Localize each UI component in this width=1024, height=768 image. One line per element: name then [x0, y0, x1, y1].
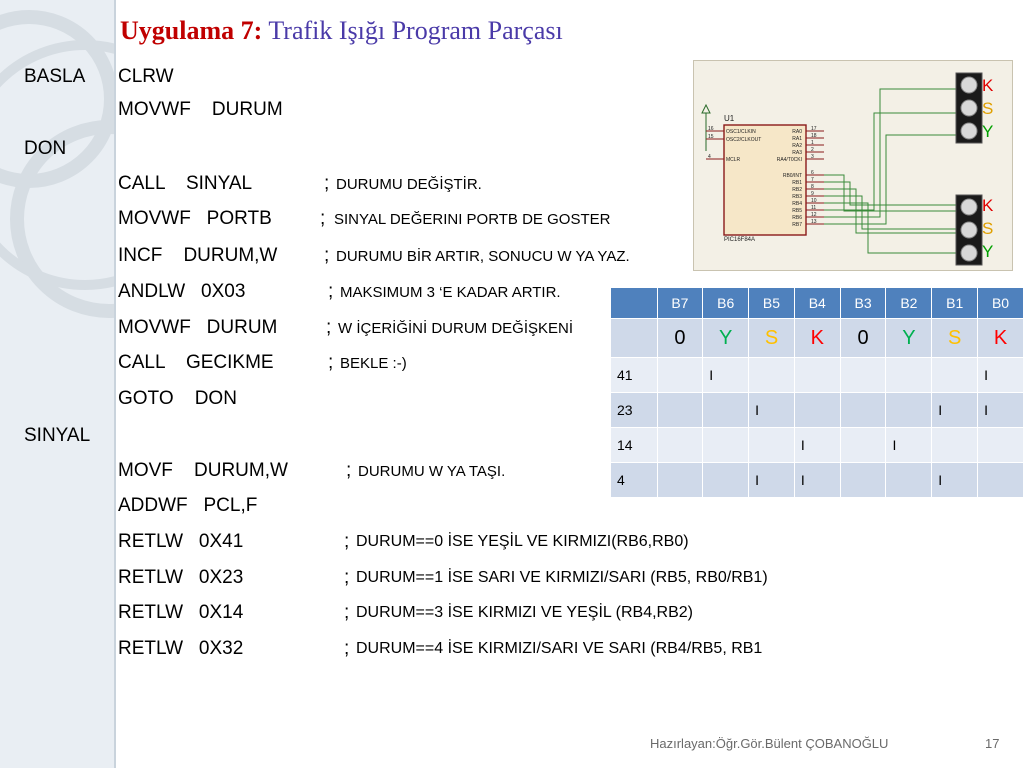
- code-instruction: MOVF DURUM,W: [118, 460, 288, 481]
- table-cell: [749, 358, 795, 393]
- code-comment: DURUMU W YA TAŞI.: [358, 463, 506, 480]
- table-cell: [703, 428, 749, 463]
- code-line: [118, 495, 257, 517]
- pin-number: 2: [811, 147, 814, 153]
- chip-name: PIC16F84A: [724, 237, 756, 243]
- code-comment: DURUM==0 İSE YEŞİL VE KIRMIZI(RB6,RB0): [356, 533, 689, 550]
- pin-name: RA4/T0CKI: [776, 157, 802, 163]
- code-comment: DURUMU DEĞİŞTİR.: [336, 176, 482, 193]
- table-cell: I: [886, 428, 932, 463]
- table-header-row: [611, 288, 1024, 319]
- table-row: [611, 463, 1024, 498]
- table-header-cell: B4: [794, 288, 840, 319]
- table-header-cell: B3: [840, 288, 886, 319]
- pin-number: 16: [708, 126, 714, 132]
- traffic-light-lamp: [961, 222, 977, 238]
- code-line: [118, 602, 693, 624]
- title-prefix: Uygulama 7:: [120, 16, 263, 45]
- code-comment: W İÇERİĞİNİ DURUM DEĞİŞKENİ: [338, 320, 574, 337]
- code-semicolon: ;: [344, 638, 350, 659]
- light-letter: Y: [982, 122, 994, 141]
- table-header-cell: B0: [978, 288, 1024, 319]
- table-cell: [794, 393, 840, 428]
- chip-ref: U1: [724, 114, 735, 123]
- code-instruction: ADDWF PCL,F: [118, 495, 258, 516]
- table-cell: 0: [840, 319, 886, 358]
- code-line: [118, 567, 768, 589]
- code-comment: DURUM==4 İSE KIRMIZI/SARI VE SARI (RB4/RB5, RB1: [356, 640, 763, 657]
- table-cell: K: [978, 319, 1024, 358]
- table-cell: 23: [611, 393, 658, 428]
- code-instruction: RETLW 0X23: [118, 567, 244, 588]
- table-cell: [840, 358, 886, 393]
- table-header-cell: [611, 288, 658, 319]
- code-semicolon: ;: [346, 460, 352, 481]
- pin-number: 15: [708, 134, 714, 140]
- light-letter: K: [982, 196, 994, 215]
- code-line: [118, 281, 561, 303]
- code-line: [118, 245, 630, 267]
- table-cell: S: [749, 319, 795, 358]
- traffic-light-lamp: [961, 77, 977, 93]
- title-text: Trafik Işığı Program Parçası: [268, 16, 563, 45]
- label-sinyal: SINYAL: [24, 425, 91, 446]
- pin-name: RB7: [792, 222, 802, 228]
- code-instruction: CALL SINYAL: [118, 173, 253, 194]
- table-cell: [886, 358, 932, 393]
- pin-number: 17: [811, 126, 817, 132]
- code-instruction: GOTO DON: [118, 388, 237, 409]
- code-line: [118, 388, 237, 410]
- code-semicolon: ;: [324, 173, 330, 194]
- code-comment: DURUM==1 İSE SARI VE KIRMIZI/SARI (RB5, RB0/RB1): [356, 569, 768, 586]
- table-cell: [749, 428, 795, 463]
- pin-name: RB6: [792, 215, 802, 221]
- page-title: [120, 16, 563, 46]
- table-cell: [657, 463, 703, 498]
- pin-name: RA3: [792, 150, 802, 156]
- table-row: [611, 428, 1024, 463]
- circuit-diagram: [693, 60, 1013, 271]
- circuit-wire: [824, 175, 956, 211]
- code-comment: DURUM==3 İSE KIRMIZI VE YEŞİL (RB4,RB2): [356, 604, 693, 621]
- code-line: [118, 460, 506, 482]
- table-cell: [611, 319, 658, 358]
- pin-name: OSC1/CLKIN: [726, 129, 756, 135]
- table-cell: K: [794, 319, 840, 358]
- code-semicolon: ;: [328, 281, 334, 302]
- code-instruction: RETLW 0X41: [118, 531, 244, 552]
- table-header-cell: B6: [703, 288, 749, 319]
- label-don: DON: [24, 138, 67, 159]
- table-header-cell: B2: [886, 288, 932, 319]
- light-letter: S: [982, 219, 994, 238]
- table-header-cell: B7: [657, 288, 703, 319]
- code-semicolon: ;: [324, 245, 330, 266]
- page-number: 17: [985, 736, 1000, 751]
- table-cell: I: [749, 393, 795, 428]
- pin-number: 4: [708, 154, 711, 160]
- pin-number: 7: [811, 177, 814, 183]
- code-instruction: MOVWF DURUM: [118, 317, 278, 338]
- pin-name: RA1: [792, 136, 802, 142]
- code-comment: MAKSIMUM 3 ‘E KADAR ARTIR.: [340, 284, 561, 301]
- circuit-svg: [694, 61, 1012, 270]
- table-cell: [978, 463, 1024, 498]
- table-cell: I: [749, 463, 795, 498]
- table-cell: [703, 463, 749, 498]
- code-comment: DURUMU BİR ARTIR, SONUCU W YA YAZ.: [336, 248, 630, 265]
- table-cell: [657, 358, 703, 393]
- table-cell: [840, 463, 886, 498]
- table-row: [611, 358, 1024, 393]
- code-semicolon: ;: [320, 208, 326, 229]
- table-header-cell: B5: [749, 288, 795, 319]
- table-cell: 0: [657, 319, 703, 358]
- table-cell: [840, 428, 886, 463]
- pin-name: MCLR: [726, 157, 741, 163]
- table-row: [611, 319, 1024, 358]
- code-line: [118, 66, 174, 88]
- code-line: [118, 531, 689, 553]
- table-cell: Y: [703, 319, 749, 358]
- table-cell: I: [703, 358, 749, 393]
- table-cell: 4: [611, 463, 658, 498]
- table-cell: I: [978, 393, 1024, 428]
- traffic-light-lamp: [961, 123, 977, 139]
- pin-number: 12: [811, 212, 817, 218]
- table-cell: I: [794, 428, 840, 463]
- table-cell: [978, 428, 1024, 463]
- pin-name: RB5: [792, 208, 802, 214]
- pin-name: RA0: [792, 129, 802, 135]
- light-letter: S: [982, 99, 994, 118]
- code-instruction: MOVWF PORTB: [118, 208, 272, 229]
- pin-number: 18: [811, 133, 817, 139]
- pin-number: 11: [811, 205, 817, 211]
- code-semicolon: ;: [344, 567, 350, 588]
- table-header-cell: B1: [932, 288, 978, 319]
- pin-name: OSC2/CLKOUT: [726, 137, 762, 143]
- pin-name: RB3: [792, 194, 802, 200]
- table-cell: I: [932, 463, 978, 498]
- table-row: [611, 393, 1024, 428]
- pin-name: RB2: [792, 187, 802, 193]
- pin-name: RA2: [792, 143, 802, 149]
- table-cell: [657, 428, 703, 463]
- table-cell: [886, 463, 932, 498]
- table-cell: 14: [611, 428, 658, 463]
- code-instruction: RETLW 0X32: [118, 638, 244, 659]
- code-line: [118, 352, 407, 374]
- code-line: [118, 173, 482, 195]
- code-semicolon: ;: [326, 317, 332, 338]
- table-cell: Y: [886, 319, 932, 358]
- table-cell: [932, 358, 978, 393]
- traffic-light-lamp: [961, 100, 977, 116]
- sidebar-decoration: [0, 0, 116, 768]
- code-semicolon: ;: [328, 352, 334, 373]
- pin-number: 13: [811, 219, 817, 225]
- traffic-light-lamp: [961, 245, 977, 261]
- label-basla: BASLA: [24, 66, 86, 87]
- pin-number: 8: [811, 184, 814, 190]
- pin-name: RB4: [792, 201, 802, 207]
- table-cell: 41: [611, 358, 658, 393]
- table-cell: I: [932, 393, 978, 428]
- code-line: [118, 208, 611, 230]
- code-instruction: RETLW 0X14: [118, 602, 244, 623]
- table-cell: [794, 358, 840, 393]
- code-instruction: ANDLW 0X03: [118, 281, 246, 302]
- pin-number: 3: [811, 154, 814, 160]
- pin-name: RB0/INT: [782, 173, 802, 179]
- light-letter: K: [982, 76, 994, 95]
- footer-author: Hazırlayan:Öğr.Gör.Bülent ÇOBANOĞLU: [650, 736, 889, 751]
- pin-number: 10: [811, 198, 817, 204]
- port-table: [610, 287, 1024, 498]
- table-cell: [886, 393, 932, 428]
- code-instruction: MOVWF DURUM: [118, 99, 283, 120]
- table-cell: [703, 393, 749, 428]
- light-letter: Y: [982, 242, 994, 261]
- code-line: [118, 638, 763, 660]
- table-cell: [657, 393, 703, 428]
- table-cell: [932, 428, 978, 463]
- pin-number: 1: [811, 140, 814, 146]
- pin-number: 9: [811, 191, 814, 197]
- table-cell: I: [978, 358, 1024, 393]
- code-instruction: CALL GECIKME: [118, 352, 274, 373]
- code-line: [118, 99, 283, 121]
- table-cell: S: [932, 319, 978, 358]
- power-symbol: [702, 105, 710, 113]
- table-cell: [840, 393, 886, 428]
- traffic-light-lamp: [961, 199, 977, 215]
- pin-name: RB1: [792, 180, 802, 186]
- table-cell: I: [794, 463, 840, 498]
- code-line: [118, 317, 574, 339]
- pin-number: 6: [811, 170, 814, 176]
- code-comment: BEKLE :-): [340, 355, 407, 372]
- code-comment: SINYAL DEĞERINI PORTB DE GOSTER: [334, 211, 611, 228]
- code-semicolon: ;: [344, 602, 350, 623]
- code-instruction: CLRW: [118, 66, 174, 87]
- code-semicolon: ;: [344, 531, 350, 552]
- code-instruction: INCF DURUM,W: [118, 245, 278, 266]
